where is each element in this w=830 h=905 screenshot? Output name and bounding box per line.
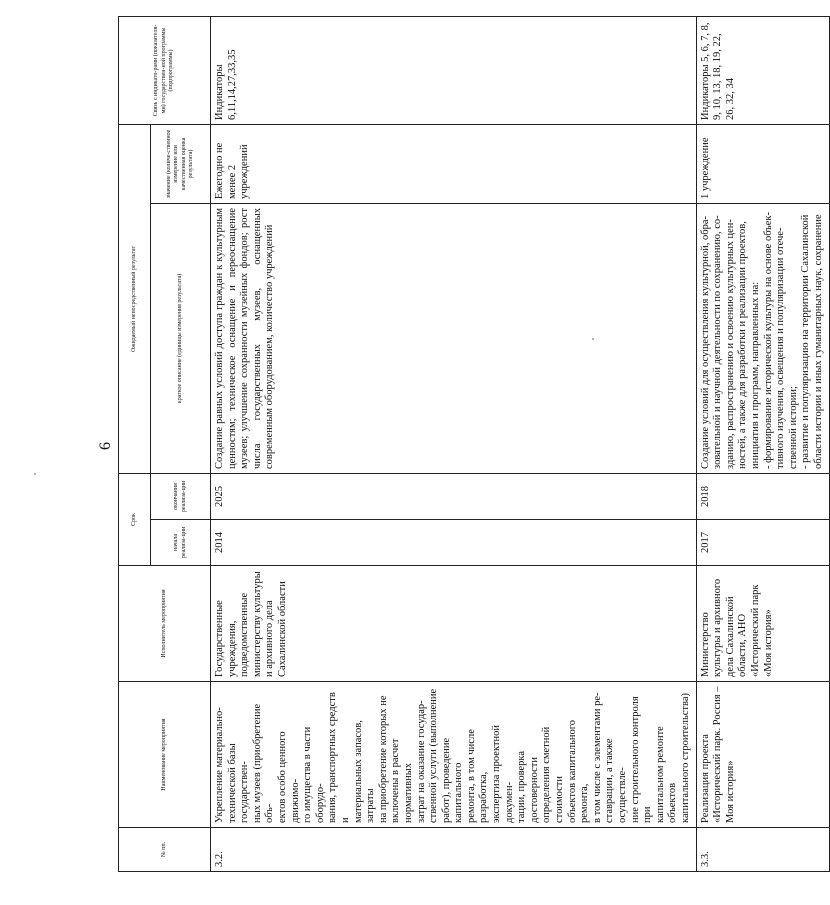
row-num: 3.2. (211, 828, 697, 872)
row-name-line: объектов капитального ремонта, (566, 719, 591, 823)
row-name-line: Укрепление материально- (214, 707, 225, 823)
row-result-value: Ежегодно не менее 2 учреждений (211, 124, 697, 203)
header-name: Наименование мероприятия (119, 682, 211, 828)
row-name (211, 682, 697, 828)
row-end-year: 2025 (211, 473, 697, 519)
row-name-line: включены в расчет нормативных (390, 738, 414, 823)
header-start: начала реализа-ции (151, 520, 211, 566)
row-indicator-link: Индикаторы 5, 6, 7, 8, 9, 10, 13, 18, 19, 22, 26, 32, 34 (696, 16, 829, 124)
row-result-desc: Создание равных условий доступа граждан к культурным ценностям; техническое оснащение и переоснащение музеев; улучшение сохранности музейных фондов; рост числа государственных музеев, оснащенных современным оборудованием, количество учреждений (211, 203, 697, 473)
row-result-line: области истории и иных гуманитарных наук, сохранение (812, 214, 824, 469)
row-result-line: инициатив и программ, направленных на: (749, 281, 761, 469)
header-end: окончания реализа-ции (151, 473, 211, 519)
header-num: № пп. (119, 828, 211, 872)
row-name-line: работ), проведение капитального (440, 737, 465, 823)
row-name-line: в том числе с элементами ре- (591, 692, 603, 823)
row-start-year: 2014 (211, 520, 697, 566)
row-name-line: ставрации, а также осуществле- (604, 738, 628, 823)
row-executor: Государственные учреждения, подведомственные министерству культуры и архивного дела Сахалинской области (211, 566, 697, 682)
row-result-line: Создание условий для осуществления культурной, обра- (699, 215, 711, 469)
row-result-line: - развитие и популяризацию на территории Сахалинской (800, 214, 812, 469)
row-name-line: капитальном ремонте объектов (654, 726, 679, 823)
row-num: 3.3. (696, 828, 829, 872)
row-name-line: ственной услуги (выполнение (428, 688, 440, 823)
row-name-line: ектов особо ценного движимо- (276, 731, 301, 823)
row-result-line: зданию, распространению и освоению культурных цен- (724, 219, 736, 469)
row-result-line: зовательной и научной деятельности по сохранению, со- (712, 215, 724, 469)
row-name-line: определения сметной стоимости (541, 726, 566, 823)
row-result-line: ностей, а также для разработки и реализации проектов, (737, 221, 749, 469)
page-number: 6 (97, 442, 114, 450)
header-executor: Исполнитель мероприятия (119, 566, 211, 682)
row-result-desc (696, 203, 829, 473)
row-result-line: - формирование исторической культуры на основе объек- (762, 212, 774, 469)
row-name-line: на приобретение которых не (377, 695, 389, 823)
row-start-year: 2017 (696, 520, 829, 566)
row-result-line: тивного изучения, освещения и популяризации отече- (775, 227, 787, 469)
row-name-line: ных музеев (приобретение объ- (251, 703, 276, 823)
row-name-line: ремонта, в том числе разработка, (465, 729, 490, 823)
row-name-line: экспертиза проектной докумен- (491, 725, 515, 823)
row-name-line: технической базы государствен- (226, 743, 251, 823)
row-name-line: затрат на оказание государ- (415, 700, 427, 823)
row-name-line: вания, транспортных средств и (327, 692, 351, 823)
program-activities-table (118, 16, 830, 872)
row-name-line: капитального строительства) (679, 693, 691, 823)
table-row (211, 16, 697, 871)
rotated-table-wrapper (118, 17, 824, 872)
row-name-line: материальных запасов, затраты (352, 720, 377, 823)
header-result-value: значение (количе-ственное измерение или качественная оценка результата) (151, 124, 211, 203)
row-name-line: ние строительного контроля при (629, 696, 654, 823)
row-executor: Министерство культуры и архивного дела Сахалинской области, АНО «Исторический парк «Моя история» (696, 566, 829, 682)
row-name-line: тации, проверка достоверности (516, 750, 540, 823)
row-indicator-link: Индикаторы 6,11,14,27,33,35 (211, 16, 697, 124)
row-result-value: 1 учреждение (696, 124, 829, 203)
row-name: Реализация проекта «Исторический парк. Россия – Моя история» (696, 682, 829, 828)
table-row (696, 16, 829, 871)
scan-speck (34, 473, 36, 475)
header-link: Связь с индикато-рами (показателя-ми) государствен-ной программы (подпрограммы) (119, 16, 211, 124)
header-result-desc: краткое описание (единицы измерения результата) (151, 203, 211, 473)
header-term: Срок (119, 473, 151, 565)
row-end-year: 2018 (696, 473, 829, 519)
row-name-line: го имущества в части оборудо- (302, 726, 326, 823)
row-result-line: ственной истории; (787, 386, 799, 469)
header-result: Ожидаемый непосредственный результат (119, 124, 151, 473)
